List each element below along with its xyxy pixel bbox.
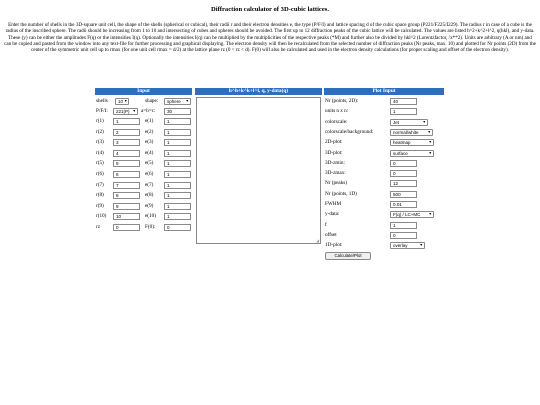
chevron-down-icon: ▼ [124, 99, 128, 103]
shell-density-input[interactable]: 1 [164, 171, 191, 178]
shell-density-label: e(3) [145, 139, 154, 146]
shape-label: shape: [145, 98, 159, 104]
chevron-down-icon: ▼ [422, 119, 426, 124]
input-header: Input [95, 88, 192, 95]
f0-label: F(0): [145, 224, 156, 230]
plot-field-select-value: overlay [393, 243, 408, 249]
plot-field-label: colorscale: [325, 118, 348, 125]
shell-radius-label: r(2) [96, 128, 104, 135]
plot-field-select[interactable] [390, 211, 434, 218]
shell-density-label: e(5) [145, 160, 154, 167]
shell-radius-label: r(5) [96, 160, 104, 167]
shell-density-input[interactable]: 1 [164, 150, 191, 157]
abc-label: a=b=c: [141, 108, 156, 114]
plot-field-select[interactable] [390, 242, 425, 249]
plot-field-select-value: heatmap [393, 140, 411, 146]
chevron-down-icon: ▼ [428, 212, 432, 217]
plot-field-label: FWHM [325, 201, 342, 207]
plot-field-label: 3D-zmax: [325, 170, 346, 177]
pfi-select[interactable]: 221(P) ▼ [113, 108, 138, 115]
output-header: h^h+k^k+l^l, q, y-data(q) [195, 88, 322, 95]
chevron-down-icon: ▼ [428, 150, 432, 155]
plot-field-label: units n x n: [325, 108, 349, 115]
plot-field-select[interactable] [390, 139, 434, 146]
shell-density-label: e(2) [145, 128, 154, 135]
shell-density-label: e(8) [145, 192, 154, 199]
plot-field-input[interactable]: 40 [390, 98, 417, 105]
shell-density-input[interactable]: 1 [164, 129, 191, 136]
intro-text: Enter the number of shells in the 3D-square unit cell, the shape of the shells (spherical or cubical), their radii r and their electron densities e, the type (P/F/I) and lattice spacing d of the cubic space group (P221/F225/I229). The radius r in case of a cube is the radius of the inscribed sphere. The radii should be increasing from 1 to 10 and intersecting of cubes and spheres should be avoided. The first up to 12 diffraction peaks of the cubic lattice will be calculated. The values are listed h^2+k^2+l^2, q(hkl), and y-data. These (y) can be either the amplitudes F(q) or the intensities I(q). Optionally the intensities I(q) can be multiplied by the multiplicities of the respective peaks (*M) and further also be divided by hkl^2 (Lorentzfactor, /x**2). Units are arbitrary (A or nm) and can be copied and pasted from the window into any text-file for further processing and graphical displaying. The electron density will then be recalculated from the selected number of diffraction peaks (Nr peaks, max. 10) and plotted for Nr points (2D) from the center of the symmetric unit cell up to rmax (for one unit cell rmax = d/2) at the lattice plane rz (0 < rz < d). F(0) will also be calculated and used in the electron density calculations (for proper scaling and offset of the electron density). [4, 22, 536, 54]
plot-field-label: Nr (points, 1D) [325, 190, 357, 197]
shell-density-label: e(6) [145, 171, 154, 177]
shell-density-input[interactable]: 1 [164, 139, 191, 146]
plot-field-label: 3D-plot: [325, 149, 343, 156]
shape-select[interactable]: sphere ▼ [164, 98, 191, 105]
chevron-down-icon: ▼ [427, 129, 431, 134]
f0-input[interactable]: 0 [164, 224, 191, 231]
resize-grip-icon[interactable]: ◢ [316, 238, 320, 243]
chevron-down-icon: ▼ [185, 99, 189, 103]
shell-density-label: e(9) [145, 202, 154, 209]
plot-field-label: 3D-zmin: [325, 159, 345, 166]
output-textarea[interactable] [196, 97, 321, 244]
plot-field-label: Nr (peaks) [325, 180, 348, 187]
plot-field-label: 1D-plot: [325, 242, 343, 249]
shell-density-label: e(7) [145, 181, 154, 188]
shells-label: shells [96, 98, 108, 104]
shell-radius-label: r(1) [96, 118, 104, 124]
plot-field-input[interactable]: 0 [390, 232, 417, 239]
shell-density-input[interactable]: 1 [164, 213, 191, 220]
plot-field-input[interactable]: 12 [390, 180, 417, 187]
plot-field-input[interactable]: 500 [390, 191, 417, 198]
shells-select[interactable]: 10 ▼ [115, 98, 129, 105]
shell-radius-label: r(8) [96, 192, 104, 199]
shell-density-input[interactable]: 1 [164, 118, 191, 125]
shell-radius-input[interactable]: 10 [113, 213, 140, 220]
plot-field-input[interactable]: 1 [390, 222, 417, 229]
shell-radius-input[interactable]: 4 [113, 150, 140, 157]
plot-field-label: f [325, 221, 327, 228]
shell-density-input[interactable]: 1 [164, 192, 191, 199]
plot-field-input[interactable]: 0.01 [390, 201, 417, 208]
plot-field-label: y-data: [325, 211, 340, 218]
shell-radius-label: r(10) [96, 213, 107, 220]
plot-field-select[interactable] [390, 129, 433, 136]
plot-field-input[interactable]: 0 [390, 170, 417, 177]
plot-field-input[interactable]: 1 [390, 108, 417, 115]
plot-field-input[interactable]: 0 [390, 160, 417, 167]
shell-radius-label: r(9) [96, 202, 104, 209]
plot-field-select[interactable] [390, 150, 434, 157]
plot-field-label: Nr (points, 2D): [325, 98, 359, 104]
plot-field-select-value: F(q) / LC+MC [393, 212, 421, 218]
shell-density-label: e(4) [145, 149, 154, 156]
shell-density-input[interactable]: 1 [164, 182, 191, 189]
plot-field-label: offset [325, 231, 337, 238]
plot-field-select-value: normal/white [393, 129, 419, 135]
pfi-label: P/F/I: [96, 108, 108, 114]
calculate-plot-button[interactable]: Calculate/Plot [325, 252, 371, 260]
page-title: Diffraction calculator of 3D-cubic lattices. [211, 6, 329, 13]
shell-radius-input[interactable]: 7 [113, 182, 140, 189]
shell-radius-label: r(6) [96, 171, 104, 177]
plot-header: Plot Input [324, 88, 444, 95]
shell-radius-label: r(3) [96, 139, 104, 146]
shell-radius-input[interactable]: 9 [113, 203, 140, 210]
shell-radius-label: r(4) [96, 149, 104, 156]
plot-field-select-value: Jet [393, 119, 400, 125]
chevron-down-icon: ▼ [428, 140, 432, 145]
rz-label: rz [96, 224, 101, 230]
shell-density-input[interactable]: 1 [164, 160, 191, 167]
shell-radius-input[interactable]: 8 [113, 192, 140, 199]
shell-radius-input[interactable]: 6 [113, 171, 140, 178]
rz-input[interactable]: 0 [113, 224, 140, 231]
shell-density-label: e(10) [145, 213, 156, 220]
plot-field-select-value: surface [393, 150, 408, 156]
shell-radius-input[interactable]: 1 [113, 118, 140, 125]
chevron-down-icon: ▼ [419, 243, 423, 248]
plot-field-label: 2D-plot: [325, 139, 343, 146]
plot-field-select[interactable] [390, 119, 428, 126]
chevron-down-icon: ▼ [132, 109, 136, 113]
shell-density-label: e(1) [145, 118, 154, 124]
shell-radius-input[interactable]: 5 [113, 160, 140, 167]
shell-radius-input[interactable]: 2 [113, 129, 140, 136]
shell-radius-input[interactable]: 3 [113, 139, 140, 146]
shell-radius-label: r(7) [96, 181, 104, 188]
shell-density-input[interactable]: 1 [164, 203, 191, 210]
plot-field-label: colorscale/background: [325, 128, 374, 135]
abc-input[interactable]: 30 [164, 108, 191, 115]
